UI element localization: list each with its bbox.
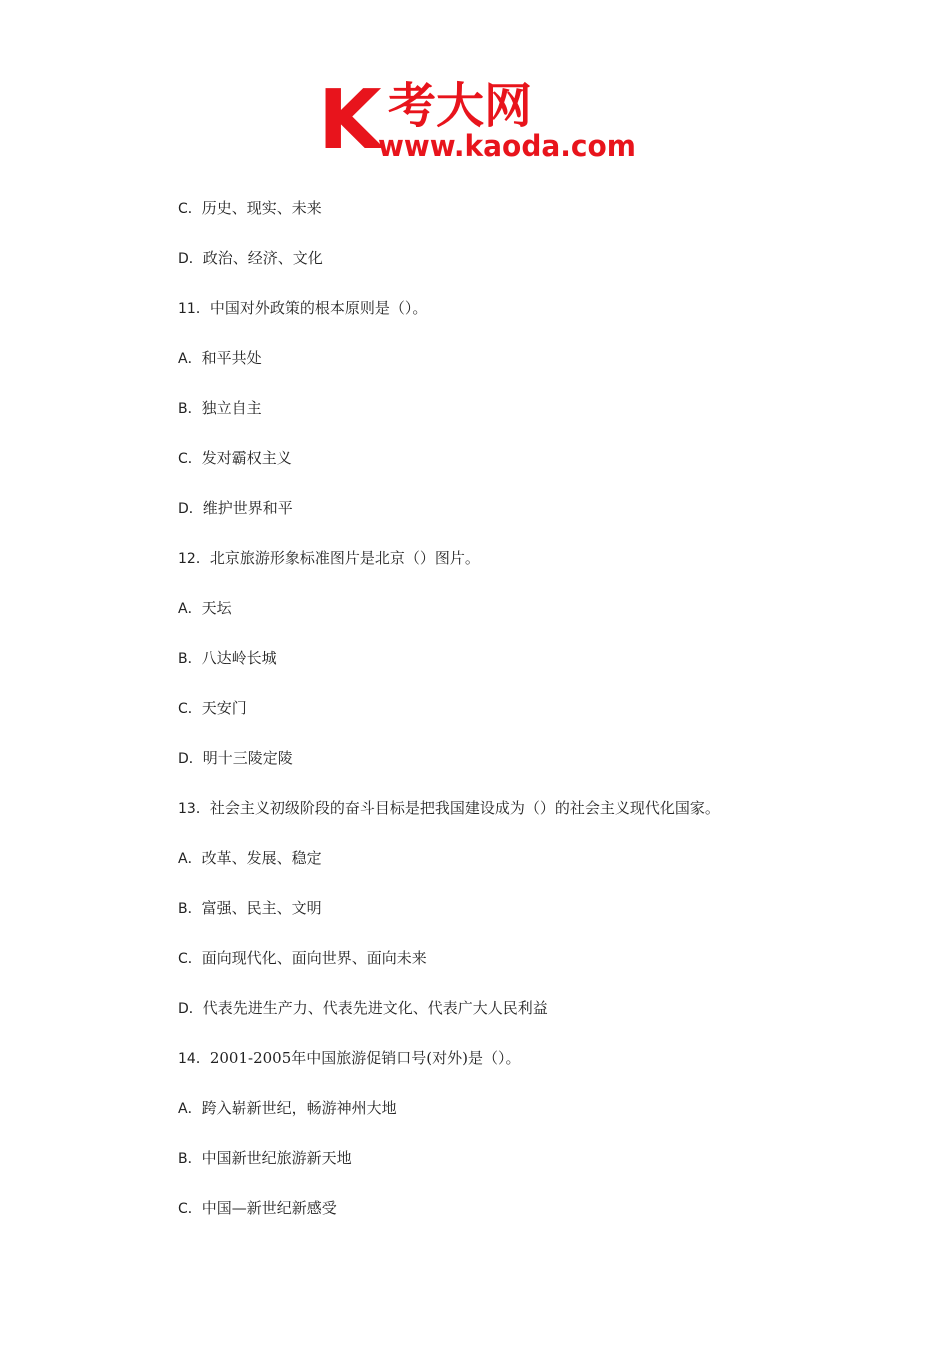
line-text: 和平共处	[201, 349, 262, 367]
q13-option-c	[178, 948, 427, 969]
line-text: 维护世界和平	[202, 499, 293, 517]
question-11	[178, 298, 427, 319]
line-text: 八达岭长城	[201, 649, 277, 667]
line-label: B．	[178, 901, 202, 917]
line-label: C．	[178, 451, 202, 467]
line-label: D．	[178, 1001, 203, 1017]
question-number: 14．	[178, 1051, 210, 1067]
line-label: B．	[178, 401, 202, 417]
line-label: A．	[178, 351, 202, 367]
question-12	[178, 548, 480, 569]
line-label: D．	[178, 751, 203, 767]
question-text: 北京旅游形象标准图片是北京（）图片。	[209, 549, 480, 567]
line-label: C．	[178, 1201, 202, 1217]
line-text: 中国新世纪旅游新天地	[201, 1149, 352, 1167]
line-text: 历史、现实、未来	[201, 199, 322, 217]
q12-option-c	[178, 698, 247, 719]
line-label: B．	[178, 651, 202, 667]
question-number: 13．	[178, 801, 210, 817]
option-c-line	[178, 198, 322, 219]
line-text: 天坛	[201, 599, 232, 617]
line-label: A．	[178, 851, 202, 867]
question-14	[178, 1048, 520, 1069]
logo-url: www.kaoda.com	[378, 129, 636, 160]
line-text: 跨入崭新世纪，畅游神州大地	[201, 1099, 397, 1117]
question-text: 社会主义初级阶段的奋斗目标是把我国建设成为（）的社会主义现代化国家。	[209, 799, 720, 817]
line-text: 天安门	[201, 699, 247, 717]
line-label: A．	[178, 1101, 202, 1117]
q11-option-a	[178, 348, 262, 369]
question-number: 12．	[178, 551, 210, 567]
line-text: 明十三陵定陵	[202, 749, 293, 767]
q11-option-b	[178, 398, 262, 419]
question-text: 2001-2005年中国旅游促销口号(对外)是（）。	[209, 1049, 521, 1067]
line-label: C．	[178, 951, 202, 967]
q14-option-c	[178, 1198, 337, 1219]
logo-letter: K	[318, 76, 382, 160]
line-text: 政治、经济、文化	[202, 249, 323, 267]
q13-option-a	[178, 848, 322, 869]
kaoda-logo[interactable]	[318, 76, 640, 160]
q12-option-d	[178, 748, 293, 769]
question-number: 11．	[178, 301, 210, 317]
line-text: 代表先进生产力、代表先进文化、代表广大人民利益	[202, 999, 548, 1017]
option-d-line	[178, 248, 323, 269]
line-label: D．	[178, 251, 203, 267]
line-label: B．	[178, 1151, 202, 1167]
q14-option-a	[178, 1098, 397, 1119]
line-text: 面向现代化、面向世界、面向未来	[201, 949, 427, 967]
q11-option-c	[178, 448, 292, 469]
question-13	[178, 798, 720, 819]
line-label: A．	[178, 601, 202, 617]
line-text: 发对霸权主义	[201, 449, 292, 467]
q13-option-d	[178, 998, 548, 1019]
line-text: 改革、发展、稳定	[201, 849, 322, 867]
q12-option-a	[178, 598, 232, 619]
question-text: 中国对外政策的根本原则是（）。	[209, 299, 428, 317]
line-label: D．	[178, 501, 203, 517]
q13-option-b	[178, 898, 322, 919]
line-text: 中国—新世纪新感受	[201, 1199, 337, 1217]
q12-option-b	[178, 648, 277, 669]
line-text: 富强、民主、文明	[201, 899, 322, 917]
logo-name: 考大网	[388, 78, 533, 134]
q14-option-b	[178, 1148, 352, 1169]
line-label: C．	[178, 701, 202, 717]
line-label: C．	[178, 201, 202, 217]
line-text: 独立自主	[201, 399, 262, 417]
kaoda-logo-graphic	[318, 76, 640, 160]
q11-option-d	[178, 498, 293, 519]
